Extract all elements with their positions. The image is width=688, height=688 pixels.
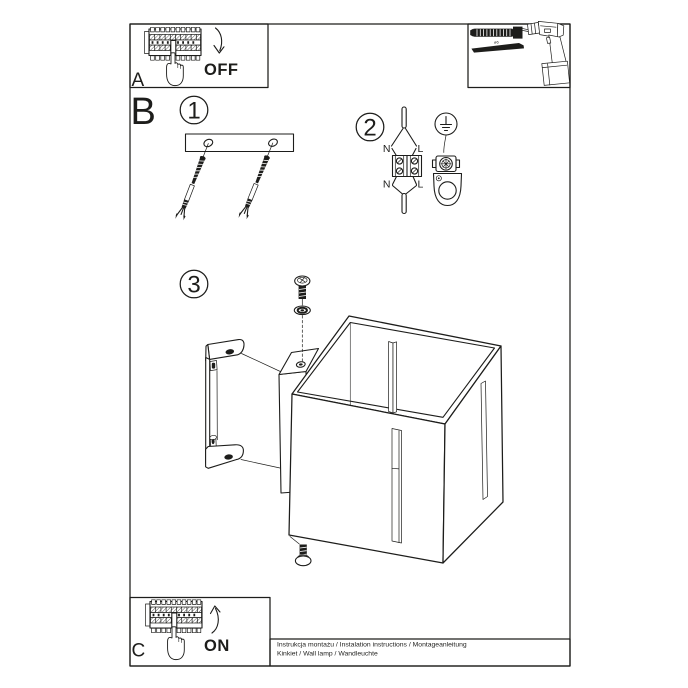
wall-bracket-icon [206, 340, 244, 469]
terminal-block-icon [393, 156, 422, 177]
wall-plug-icon [470, 27, 522, 39]
footer-line2: Kinkiet / Wall lamp / Wandleuchte [277, 650, 378, 658]
step1-mounting [174, 134, 293, 222]
arrow-up-head [211, 606, 221, 614]
front-light-slot [392, 429, 402, 544]
neutral-in-label: N [382, 143, 391, 155]
step3-number: 3 [187, 271, 201, 299]
ground-symbol-icon [435, 113, 457, 135]
line-out-label: L [417, 178, 424, 191]
fixing-screw-bottom-icon [290, 537, 311, 566]
inner-light-slot [389, 342, 397, 414]
power-off-step [132, 27, 239, 91]
power-on-step [132, 600, 230, 662]
wire-stubs-in [392, 149, 416, 156]
wires-out [393, 186, 417, 195]
step1-number: 1 [187, 97, 201, 125]
footer [277, 642, 467, 658]
line-in-label: L [417, 143, 424, 155]
on-label: ON [204, 637, 230, 655]
wire-stubs-out [393, 177, 417, 185]
section-b-label: B [130, 91, 156, 133]
cable-top [402, 107, 406, 128]
step2-number: 2 [363, 114, 377, 142]
arrow-down-head [214, 46, 224, 54]
panel-a-label: A [131, 70, 145, 91]
lamp-base-plate-icon [434, 174, 462, 206]
step2-wiring [383, 107, 462, 214]
drill-icon [517, 21, 570, 85]
step3-assembly [206, 276, 503, 566]
off-label: OFF [204, 61, 239, 79]
footer-line1: Instrukcja montażu / Instalation instructions / Montageanleitung [277, 641, 467, 649]
lamp-cube-icon [289, 316, 503, 563]
ground-wire [444, 136, 446, 153]
ground-terminal-icon [433, 156, 460, 172]
panel-c-label: C [131, 640, 146, 662]
arrow-down-icon [216, 28, 222, 51]
wires-in [392, 129, 417, 147]
fixing-screw-top-icon [295, 276, 310, 305]
neutral-out-label: N [382, 178, 391, 191]
cable-bottom [402, 194, 406, 214]
washer-icon [294, 306, 310, 315]
anchor-diameter-label: ø6 [494, 39, 499, 45]
arrow-up-icon [212, 609, 218, 634]
section-b [131, 91, 384, 299]
tools-box [470, 21, 569, 85]
